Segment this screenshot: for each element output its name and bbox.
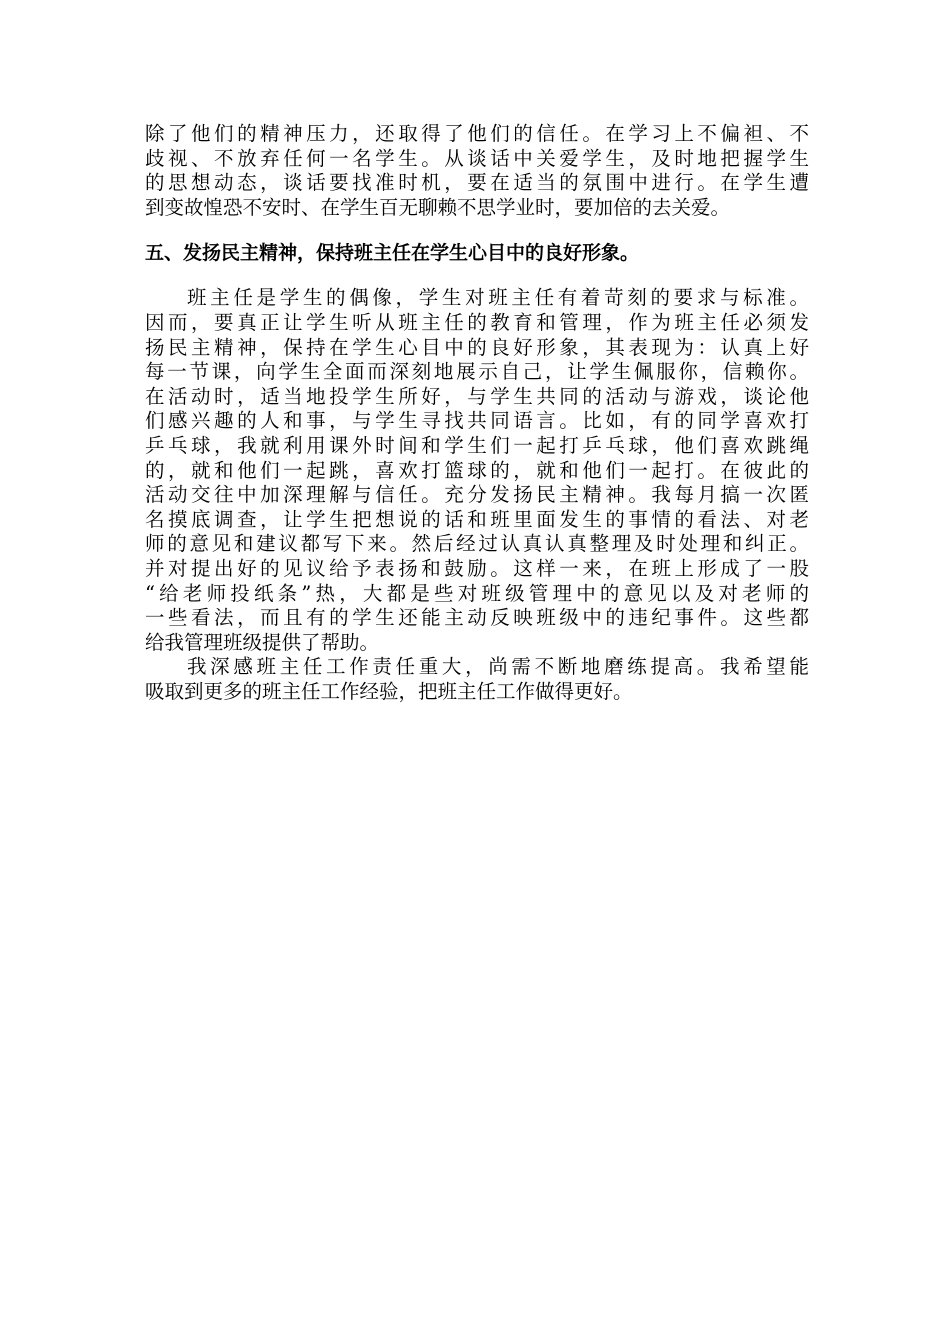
text-line: 乒乓球，我就利用课外时间和学生们一起打乒乓球，他们喜欢跳绳 bbox=[145, 433, 809, 457]
text-line: 一些看法，而且有的学生还能主动反映班级中的违纪事件。这些都 bbox=[145, 606, 809, 630]
text-line: 歧视、不放弃任何一名学生。从谈话中关爱学生，及时地把握学生 bbox=[145, 146, 809, 170]
text-line: 到变故惶恐不安时、在学生百无聊赖不思学业时，要加倍的去关爱。 bbox=[145, 195, 731, 219]
text-line: 给我管理班级提供了帮助。 bbox=[145, 630, 380, 654]
text-line: 扬民主精神，保持在学生心目中的良好形象，其表现为：认真上好 bbox=[145, 335, 809, 359]
text-line: 因而，要真正让学生听从班主任的教育和管理，作为班主任必须发 bbox=[145, 310, 809, 334]
text-line: 除了他们的精神压力，还取得了他们的信任。在学习上不偏袒、不 bbox=[145, 122, 809, 145]
text-line: 名摸底调查，让学生把想说的话和班里面发生的事情的看法、对老 bbox=[145, 507, 809, 531]
text-line: 们感兴趣的人和事，与学生寻找共同语言。比如，有的同学喜欢打 bbox=[145, 409, 809, 433]
paragraph-closing bbox=[145, 655, 809, 704]
text-line: 吸取到更多的班主任工作经验，把班主任工作做得更好。 bbox=[145, 679, 633, 703]
text-line: 活动交往中加深理解与信任。充分发扬民主精神。我每月搞一次匿 bbox=[145, 483, 809, 507]
text-line: 我深感班主任工作责任重大，尚需不断地磨练提高。我希望能 bbox=[187, 655, 809, 679]
text-line: 师的意见和建议都写下来。然后经过认真认真整理及时处理和纠正。 bbox=[145, 532, 809, 556]
paragraph-main bbox=[145, 286, 809, 655]
text-line: 每一节课，向学生全面而深刻地展示自己，让学生佩服你，信赖你。 bbox=[145, 360, 809, 384]
text-line: 并对提出好的见议给予表扬和鼓励。这样一来，在班上形成了一股 bbox=[145, 556, 809, 580]
paragraph-continued bbox=[145, 122, 809, 220]
text-line: 的思想动态，谈话要找准时机，要在适当的氛围中进行。在学生遭 bbox=[145, 171, 809, 195]
text-line: 班主任是学生的偶像，学生对班主任有着苛刻的要求与标准。 bbox=[187, 286, 809, 310]
section-heading: 五、发扬民主精神，保持班主任在学生心目中的良好形象。 bbox=[145, 242, 640, 265]
text-line: 的，就和他们一起跳，喜欢打篮球的，就和他们一起打。在彼此的 bbox=[145, 458, 809, 482]
document-body bbox=[145, 122, 809, 704]
text-line: “给老师投纸条”热，大都是些对班级管理中的意见以及对老师的 bbox=[145, 581, 809, 605]
text-line: 在活动时，适当地投学生所好，与学生共同的活动与游戏，谈论他 bbox=[145, 384, 809, 408]
